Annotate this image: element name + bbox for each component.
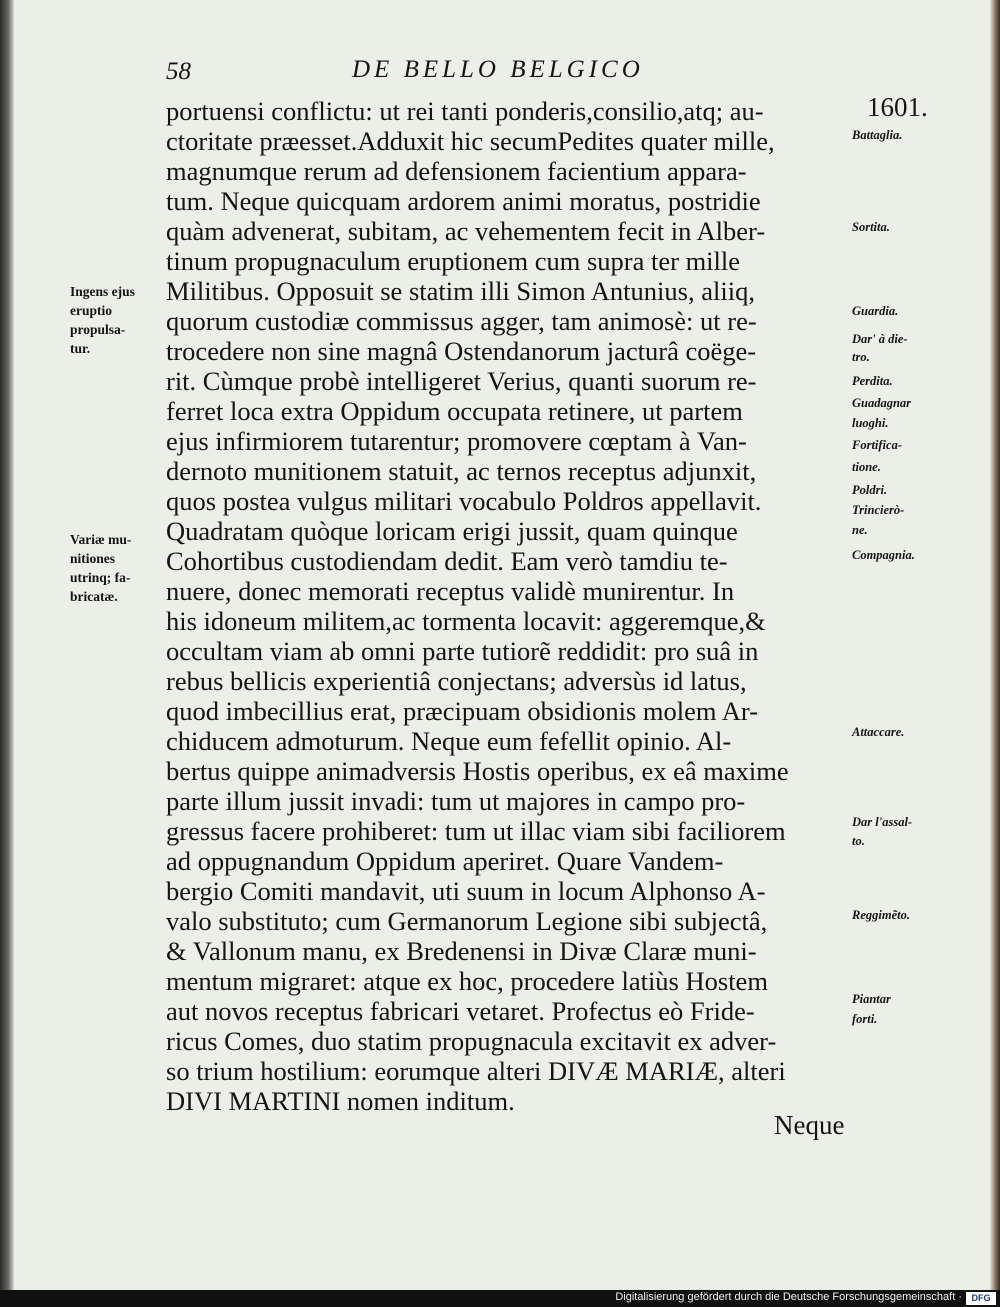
body-line: ad oppugnandum Oppidum aperiret. Quare Vandem-	[166, 846, 724, 876]
right-margin-note: Dar l'assal-	[852, 815, 913, 829]
right-margin-note: tro.	[852, 350, 870, 364]
left-note-line: Ingens ejus	[70, 284, 135, 299]
body-line: trocedere non sine magnâ Ostendanorum jacturâ coëge-	[166, 336, 757, 366]
right-margin-note: tione.	[852, 460, 881, 474]
right-margin-note: Battaglia.	[852, 128, 903, 142]
right-margin-note: Dar' à die-	[852, 332, 908, 346]
body-line: bertus quippe animadversis Hostis operibus, ex eâ maxime	[166, 756, 789, 786]
left-note-line: bricatæ.	[70, 589, 118, 604]
right-book-edge	[990, 0, 1000, 1290]
body-line: quàm advenerat, subitam, ac vehementem fecit in Alber-	[166, 216, 766, 246]
left-note-line: utrinq; fa-	[70, 570, 131, 585]
right-margin-note: to.	[852, 834, 865, 848]
body-line: Militibus. Opposuit se statim illi Simon Antunius, aliiq,	[166, 276, 755, 306]
running-head: DE BELLO BELGICO	[352, 56, 644, 83]
right-margin-note: Guardia.	[852, 304, 899, 318]
body-line: valo substituto; cum Germanorum Legione sibi subjectâ,	[166, 906, 768, 936]
left-note-line: tur.	[70, 341, 91, 356]
body-line: mentum migraret: atque ex hoc, procedere latiùs Hostem	[166, 966, 768, 996]
body-line: bergio Comiti mandavit, uti suum in locum Alphonso A-	[166, 876, 766, 906]
body-text	[166, 96, 856, 1116]
right-margin-note: Compagnia.	[852, 548, 915, 562]
body-line: gressus facere prohiberet: tum ut illac viam sibi faciliorem	[166, 816, 786, 846]
left-margin-note	[70, 282, 166, 358]
body-line: tinum propugnaculum eruptionem cum supra ter mille	[166, 246, 741, 276]
left-note-line: propulsa-	[70, 322, 126, 337]
right-margin-note: Guadagnar	[852, 396, 912, 410]
body-line: & Vallonum manu, ex Bredenensi in Divæ Claræ muni-	[166, 936, 757, 966]
right-margin-note: forti.	[852, 1012, 878, 1026]
body-line: so trium hostilium: eorumque alteri DIVÆ MARIÆ, alteri	[166, 1056, 786, 1086]
body-line: rit. Cùmque probè intelligeret Verius, quanti suorum re-	[166, 366, 757, 396]
right-margin-note: Trincierò-	[852, 503, 905, 517]
page-number: 58	[166, 58, 191, 85]
left-note-line: Variæ mu-	[70, 532, 132, 547]
body-line: magnumque rerum ad defensionem facientium appara-	[166, 156, 747, 186]
body-line: tum. Neque quicquam ardorem animi moratus, postridie	[166, 186, 761, 216]
right-margin-note: Fortifica-	[852, 438, 902, 452]
body-line: ricus Comes, duo statim propugnacula excitavit ex adver-	[166, 1026, 777, 1056]
body-line: chiducem admoturum. Neque eum fefellit opinio. Al-	[166, 726, 732, 756]
body-line: parte illum jussit invadi: tum ut majores in campo pro-	[166, 786, 746, 816]
body-line: quorum custodiæ commissus agger, tam animosè: ut re-	[166, 306, 757, 336]
catchword: Neque	[774, 1110, 845, 1140]
right-margin-note: Sortita.	[852, 220, 890, 234]
body-line: quos postea vulgus militari vocabulo Poldros appellavit.	[166, 486, 762, 516]
book-page	[14, 0, 990, 1290]
footer-bar	[0, 1290, 1000, 1307]
left-note-line: eruptio	[70, 303, 112, 318]
right-margin-note: luoghi.	[852, 416, 889, 430]
left-margin-note	[70, 530, 166, 606]
body-line: rebus bellicis experientiâ conjectans; adversùs id latus,	[166, 666, 747, 696]
right-margin-note: Piantar	[852, 992, 891, 1006]
right-margin-note: ne.	[852, 523, 868, 537]
body-line: ctoritate præesset.Adduxit hic secumPedites quater mille,	[166, 126, 775, 156]
left-note-line: nitiones	[70, 551, 116, 566]
dfg-logo-icon: DFG	[966, 1292, 996, 1305]
body-line: occultam viam ab omni parte tutiorẽ reddidit: pro suâ in	[166, 636, 759, 666]
body-line: aut novos receptus fabricari vetaret. Profectus eò Fride-	[166, 996, 755, 1026]
right-margin-note: Poldri.	[852, 483, 888, 497]
right-margin-note: Attaccare.	[852, 725, 905, 739]
body-line: Cohortibus custodiendam dedit. Eam verò tamdiu te-	[166, 546, 728, 576]
body-line: DIVI MARTINI nomen inditum.	[166, 1086, 515, 1116]
body-line: Quadratam quòque loricam erigi jussit, quam quinque	[166, 516, 738, 546]
body-line: his idoneum militem,ac tormenta locavit: aggeremque,&	[166, 606, 766, 636]
footer-credit: Digitalisierung gefördert durch die Deutsche Forschungsgemeinschaft ·	[615, 1291, 962, 1303]
body-line: dernoto munitionem statuit, ac ternos receptus adjunxit,	[166, 456, 757, 486]
body-line: ferret loca extra Oppidum occupata retinere, ut partem	[166, 396, 743, 426]
right-margin-note: Reggimẽto.	[852, 908, 910, 922]
body-line: portuensi conflictu: ut rei tanti ponderis,consilio,atq; au-	[166, 96, 764, 126]
body-line: nuere, donec memorati receptus validè munirentur. In	[166, 576, 735, 606]
body-line: quod imbecillius erat, præcipuam obsidionis molem Ar-	[166, 696, 758, 726]
left-book-edge	[0, 0, 14, 1290]
right-margin-note: Perdita.	[852, 374, 893, 388]
body-line: ejus infirmiorem tutarentur; promovere cœptam à Van-	[166, 426, 747, 456]
margin-year: 1601.	[867, 92, 928, 122]
